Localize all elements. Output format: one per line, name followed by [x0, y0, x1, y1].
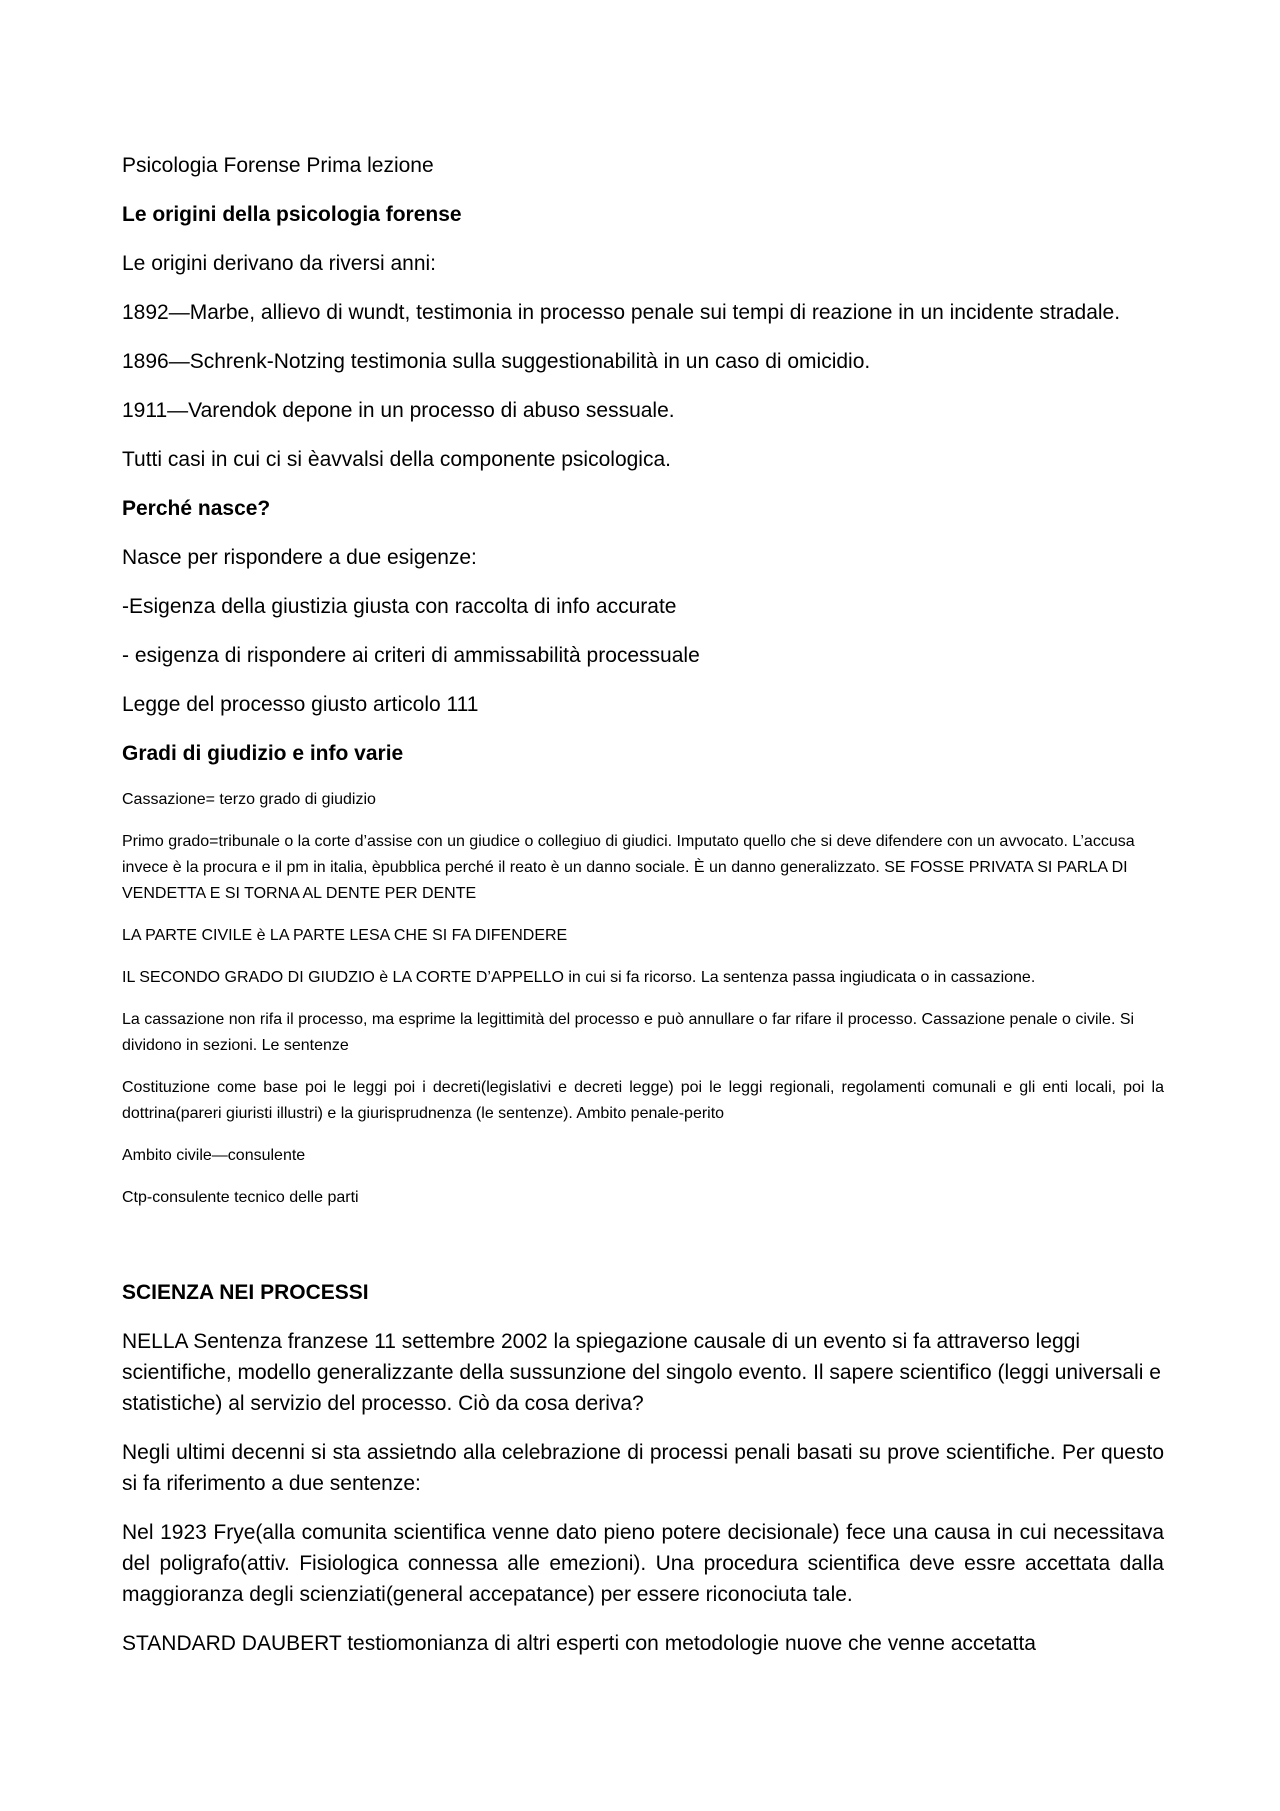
paragraph: Primo grado=tribunale o la corte d’assise con un giudice o collegiuo di giudici. Imputato quello che si deve difendere con un avvocato. L’accusa invece è la procura e il pm in italia, èpubblica perché il reato è un danno sociale. È un danno generalizzato. SE FOSSE PRIVATA SI PARLA DI VENDETTA E SI TORNA AL DENTE PER DENTE [122, 833, 1135, 902]
paragraph: STANDARD DAUBERT testiomonianza di altri esperti con metodologie nuove che venne accetatta [122, 1632, 1036, 1655]
heading-gradi-giudizio: Gradi di giudizio e info varie [122, 742, 404, 765]
document-page [122, 150, 1164, 1677]
paragraph: IL SECONDO GRADO DI GIUDZIO è LA CORTE D’APPELLO in cui si fa ricorso. La sentenza passa ingiudicata o in cassazione. [122, 969, 1036, 986]
paragraph: Ctp-consulente tecnico delle parti [122, 1189, 359, 1206]
paragraph: Tutti casi in cui ci si èavvalsi della componente psicologica. [122, 448, 671, 471]
paragraph: 1892—Marbe, allievo di wundt, testimonia in processo penale sui tempi di reazione in un incidente stradale. [122, 301, 1121, 324]
paragraph: NELLA Sentenza franzese 11 settembre 2002 la spiegazione causale di un evento si fa attraverso leggi scientifiche, modello generalizzante della sussunzione del singolo evento. Il sapere scientifico (leggi universali e statistiche) al servizio del processo. Ciò da cosa deriva? [122, 1330, 1161, 1415]
paragraph: Nel 1923 Frye(alla comunita scientifica venne dato pieno potere decisionale) fece una causa in cui necessitava del poligrafo(attiv. Fisiologica connessa alle emezioni). Una procedura scientifica deve essre accettata dalla maggioranza degli scienziati(general accepatance) per essere riconociuta tale. [122, 1521, 1164, 1606]
paragraph: Costituzione come base poi le leggi poi i decreti(legislativi e decreti legge) poi le leggi regionali, regolamenti comunali e gli enti locali, poi la dottrina(pareri giuristi illustri) e la giurisprudnenza (le sentenze). Ambito penale-perito [122, 1079, 1164, 1122]
document-title: Psicologia Forense Prima lezione [122, 154, 434, 177]
paragraph: - esigenza di rispondere ai criteri di ammissabilità processuale [122, 644, 700, 667]
paragraph: Legge del processo giusto articolo 111 [122, 693, 479, 716]
paragraph: Cassazione= terzo grado di giudizio [122, 791, 376, 808]
heading-perche-nasce: Perché nasce? [122, 497, 271, 520]
paragraph: LA PARTE CIVILE è LA PARTE LESA CHE SI FA DIFENDERE [122, 927, 568, 944]
heading-scienza-processi: SCIENZA NEI PROCESSI [122, 1281, 369, 1304]
paragraph: 1911—Varendok depone in un processo di abuso sessuale. [122, 399, 675, 422]
paragraph: La cassazione non rifa il processo, ma esprime la legittimità del processo e può annullare o far rifare il processo. Cassazione penale o civile. Si dividono in sezioni. Le sentenze [122, 1011, 1135, 1054]
heading-origini: Le origini della psicologia forense [122, 203, 462, 226]
paragraph: -Esigenza della giustizia giusta con raccolta di info accurate [122, 595, 677, 618]
paragraph: Negli ultimi decenni si sta assietndo alla celebrazione di processi penali basati su prove scientifiche. Per questo si fa riferimento a due sentenze: [122, 1441, 1164, 1495]
paragraph: Le origini derivano da riversi anni: [122, 252, 437, 275]
paragraph: 1896—Schrenk-Notzing testimonia sulla suggestionabilità in un caso di omicidio. [122, 350, 871, 373]
paragraph: Ambito civile—consulente [122, 1147, 306, 1164]
spacer [122, 1227, 1164, 1277]
paragraph: Nasce per rispondere a due esigenze: [122, 546, 477, 569]
